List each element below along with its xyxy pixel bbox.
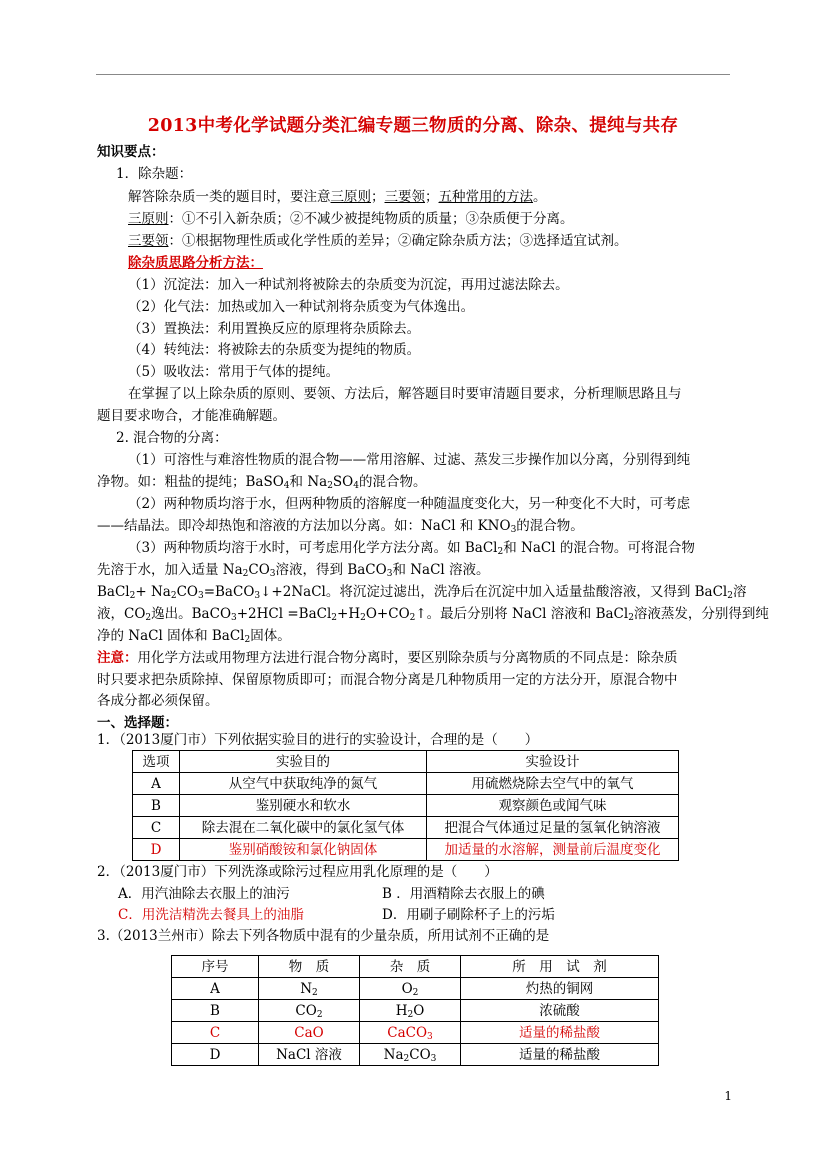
table-cell: 浓硫酸	[461, 1000, 659, 1022]
table-header-cell: 杂 质	[360, 956, 461, 978]
table-cell: C	[172, 1022, 259, 1044]
table-header-cell: 物 质	[259, 956, 360, 978]
paragraph-line: （3）置换法：利用置换反应的原理将杂质除去。	[128, 321, 421, 337]
table-header-cell: 选项	[133, 751, 180, 773]
section-heading: 一、选择题：	[97, 715, 178, 731]
equation-line: 液，$CO_2$逸出。BaCO$_3$+2HCl $=BaCl_2+H_2O+CO_2↑$。最后分别将 NaCl 溶液和 BaCl$_2$溶液蒸发，分别得到纯	[97, 606, 769, 623]
table-cell: NaCl 溶液	[259, 1044, 360, 1066]
table-header-cell: 所 用 试 剂	[461, 956, 659, 978]
table-cell: 除去混在二氧化碳中的氯化氢气体	[180, 817, 427, 839]
paragraph-line: ——结晶法。即冷却热饱和溶液的方法加以分离。如：NaCl 和 $KNO_3$的混合物。	[97, 518, 584, 535]
subsection-heading: 1．除杂题：	[116, 166, 193, 182]
table-row	[133, 817, 679, 839]
table-row	[172, 1044, 659, 1066]
paragraph-line: （1）沉淀法：加入一种试剂将被除去的杂质变为沉淀，再用过滤法除去。	[128, 277, 569, 293]
paragraph-line: 三要领：①根据物理性质或化学性质的差异；②确定除杂质方法；③选择适宜试剂。	[128, 233, 628, 249]
table-cell: B	[133, 795, 180, 817]
note-line: 注意：用化学方法或用物理方法进行混合物分离时，要区别除杂质与分离物质的不同点是：除杂质	[97, 650, 678, 666]
page-number: 1	[724, 1089, 732, 1103]
table-header-cell: 序号	[172, 956, 259, 978]
table-cell: 把混合气体通过足量的氢氧化钠溶液	[427, 817, 679, 839]
paragraph-line: 先溶于水，加入适量 $Na_2CO_3$溶液，得到 BaCO$_3$和 NaCl 溶液。	[97, 562, 490, 579]
table-cell: 灼热的铜网	[461, 978, 659, 1000]
table-cell: B	[172, 1000, 259, 1022]
table-row	[172, 978, 659, 1000]
paragraph-line: （3）两种物质均溶于水时，可考虑用化学方法分离。如 BaCl$_2$和 NaCl 的混合物。可将混合物	[128, 540, 695, 557]
paragraph-line: （4）转纯法：将被除去的杂质变为提纯的物质。	[128, 342, 421, 358]
paragraph-line: 三原则：①不引入新杂质；②不减少被提纯物质的质量；③杂质便于分离。	[128, 211, 574, 227]
paragraph-line: 各成分都必须保留。	[97, 693, 219, 709]
table-row	[172, 1000, 659, 1022]
table-cell: $Na_2CO_3$	[360, 1044, 461, 1066]
table-row	[133, 795, 679, 817]
option-b: B ．用酒精除去衣服上的碘	[382, 886, 545, 902]
table-cell: $N_2$	[259, 978, 360, 1000]
table-cell: C	[133, 817, 180, 839]
paragraph-line: （2）化气法：加热或加入一种试剂将杂质变为气体逸出。	[128, 299, 475, 315]
subsection-heading: 2. 混合物的分离：	[116, 430, 228, 446]
experiment-table	[132, 750, 679, 861]
paragraph-line: 净的 NaCl 固体和 BaCl$_2$固体。	[97, 628, 291, 645]
table-cell: 鉴别硬水和软水	[180, 795, 427, 817]
table-cell: A	[172, 978, 259, 1000]
table-cell: D	[133, 839, 180, 861]
table-header-row	[172, 956, 659, 978]
question-2: 2．（2013厦门市）下列洗涤或除污过程应用乳化原理的是（ ）	[97, 864, 498, 880]
question-3: 3.（2013兰州市）除去下列各物质中混有的少量杂质，所用试剂不正确的是	[97, 928, 550, 944]
table-cell: 观察颜色或闻气味	[427, 795, 679, 817]
paragraph-line: 解答除杂质一类的题目时，要注意三原则；三要领；五种常用的方法。	[128, 189, 547, 205]
option-d: D．用刷子刷除杯子上的污垢	[382, 907, 555, 923]
paragraph-line: 时只要求把杂质除掉、保留原物质即可；而混合物分离是几种物质用一定的方法分开，原混合物中	[97, 672, 678, 688]
option-c-answer: C．用洗洁精洗去餐具上的油脂	[118, 907, 304, 923]
table-cell: CaCO$_3$	[360, 1022, 461, 1044]
table-row-answer	[133, 839, 679, 861]
paragraph-line: 题目要求吻合，才能准确解题。	[97, 408, 286, 424]
table-cell: 鉴别硝酸铵和氯化钠固体	[180, 839, 427, 861]
section-heading: 知识要点：	[97, 144, 165, 160]
question-1: 1．（2013厦门市）下列依据实验目的进行的实验设计，合理的是（ ）	[97, 732, 539, 748]
table-cell: D	[172, 1044, 259, 1066]
method-heading: 除杂质思路分析方法：	[128, 255, 263, 271]
table-header-row	[133, 751, 679, 773]
table-cell: 加适量的水溶解，测量前后温度变化	[427, 839, 679, 861]
table-cell: 用硫燃烧除去空气中的氧气	[427, 773, 679, 795]
table-cell: A	[133, 773, 180, 795]
table-cell: 从空气中获取纯净的氮气	[180, 773, 427, 795]
table-cell: 适量的稀盐酸	[461, 1044, 659, 1066]
header-rule	[96, 74, 730, 75]
table-cell: $O_2$	[360, 978, 461, 1000]
table-header-cell: 实验设计	[427, 751, 679, 773]
paragraph-line: （5）吸收法：常用于气体的提纯。	[128, 364, 340, 380]
paragraph-line: （1）可溶性与难溶性物质的混合物——常用溶解、过滤、蒸发三步操作加以分离，分别得到纯	[128, 452, 691, 468]
table-cell: 适量的稀盐酸	[461, 1022, 659, 1044]
impurity-table	[171, 955, 659, 1066]
equation-line: BaCl$_2$+ $Na_2CO_3=BaCO_3↓+2NaCl$。将沉淀过滤出，洗净后在沉淀中加入适量盐酸溶液，又得到 BaCl$_2$溶	[97, 584, 747, 601]
paragraph-line: 在掌握了以上除杂质的原则、要领、方法后，解答题目时要审清题目要求，分析理顺思路且与	[128, 386, 682, 402]
paragraph-line: （2）两种物质均溶于水，但两种物质的溶解度一种随温度变化大，另一种变化不大时，可考虑	[128, 496, 691, 512]
table-cell: $H_2O$	[360, 1000, 461, 1022]
paragraph-line: 净物。如：粗盐的提纯；BaSO$_4$和 $Na_2SO_4$的混合物。	[97, 474, 427, 491]
table-row-answer	[172, 1022, 659, 1044]
document-title: 2013中考化学试题分类汇编专题三物质的分离、除杂、提纯与共存	[147, 116, 679, 136]
table-cell: CaO	[259, 1022, 360, 1044]
table-cell: $CO_2$	[259, 1000, 360, 1022]
option-a: A．用汽油除去衣服上的油污	[118, 886, 290, 902]
table-row	[133, 773, 679, 795]
table-header-cell: 实验目的	[180, 751, 427, 773]
